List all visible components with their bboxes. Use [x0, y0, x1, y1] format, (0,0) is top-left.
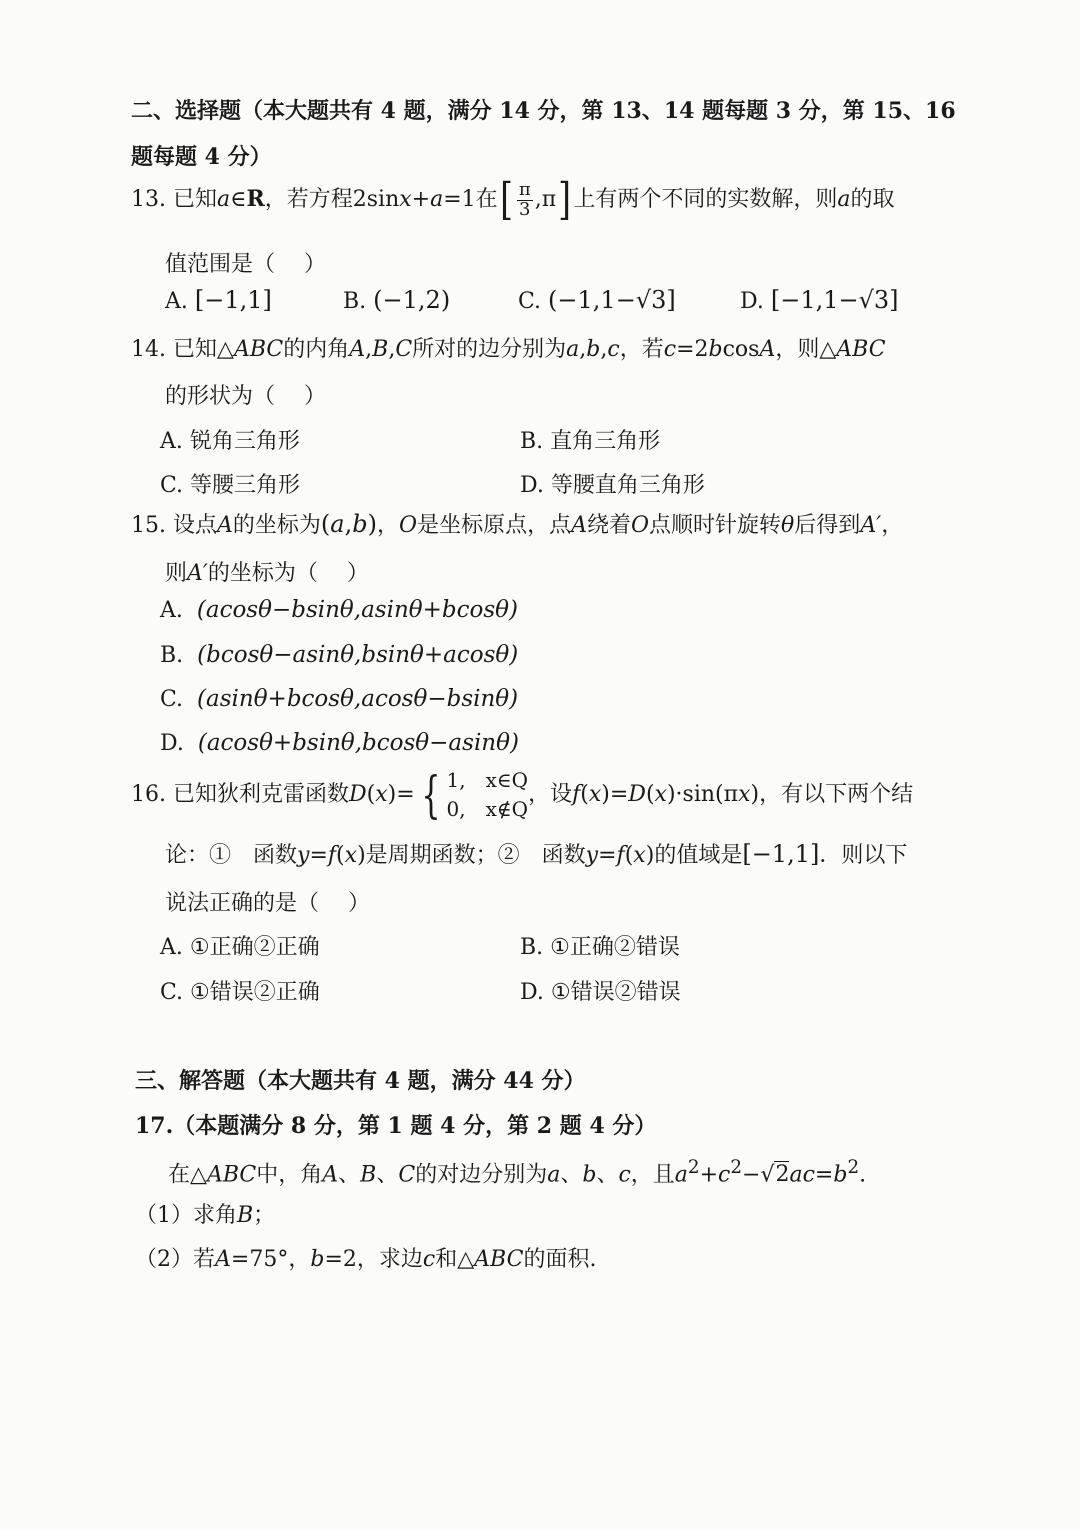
q14-option-a[interactable]: A. 锐角三角形	[160, 429, 300, 454]
q15-option-a[interactable]: A. (acosθ−bsinθ,asinθ+bcosθ)	[160, 597, 518, 623]
q16-number: 16.	[131, 782, 166, 807]
q14-option-c[interactable]: C. 等腰三角形	[160, 473, 301, 498]
q13-option-a[interactable]: A. [−1,1]	[165, 286, 272, 314]
q15-number: 15.	[131, 513, 166, 538]
q16-option-d[interactable]: D. ①错误②错误	[520, 980, 681, 1005]
q13-option-b[interactable]: B. (−1,2)	[343, 286, 451, 314]
q13-stem-continued: 值范围是（ ）	[165, 252, 326, 277]
q16-option-b[interactable]: B. ①正确②错误	[520, 935, 680, 960]
q16-option-a[interactable]: A. ①正确②正确	[160, 935, 320, 960]
dirichlet-cases: { 1, x∈Q 0, x∉Q	[421, 766, 529, 824]
q16-stem-continued: 说法正确的是（ ）	[165, 891, 370, 916]
q13-option-c[interactable]: C. (−1,1−√3]	[518, 286, 676, 314]
q14-stem-continued: 的形状为（ ）	[165, 384, 326, 409]
q14-option-b[interactable]: B. 直角三角形	[520, 429, 661, 454]
q17-stem: 在△ABC中，角A、B、C的对边分别为a、b、c，且$a^2+c^2-√2ac=b^2$.	[168, 1157, 867, 1188]
pi-over-3-fraction: $\frac{\pi}{3}$	[518, 178, 531, 220]
section2-title-line1: 二、选择题（本大题共有 4 题，满分 14 分，第 13、14 题每题 3 分，第 15、16	[131, 98, 956, 124]
q13-number: 13.	[131, 187, 166, 212]
q16-conclusions: 论：① 函数y=f(x)是周期函数；② 函数y=f(x)的值域是[−1,1]．则以下	[165, 840, 908, 868]
q13-stem: 13. 已知a∈R，若方程2sinx+a=1在[ $\frac{\pi}{3}$ ,π]上有两个不同的实数解，则a的取	[131, 174, 895, 225]
q17-part2: （2）若A=75°，b=2，求边c和△ABC的面积.	[135, 1247, 597, 1272]
q16-option-c[interactable]: C. ①错误②正确	[160, 980, 320, 1005]
q14-stem: 14. 已知△ABC的内角A,B,C所对的边分别为a,b,c，若c=2bcosA，则△ABC	[131, 337, 886, 362]
q17-heading: 17.（本题满分 8 分，第 1 题 4 分，第 2 题 4 分）	[135, 1113, 657, 1139]
q17-part1: （1）求角B；	[135, 1203, 276, 1228]
q16-stem: 16. 已知狄利克雷函数D(x)= { 1, x∈Q 0, x∉Q ，设f(x)=D(x)·sin(πx)，有以下两个结	[131, 766, 914, 824]
q14-number: 14.	[131, 337, 166, 362]
section3-title: 三、解答题（本大题共有 4 题，满分 44 分）	[135, 1068, 586, 1094]
section2-title-line2: 题每题 4 分）	[131, 144, 272, 170]
q15-stem: 15. 设点A的坐标为(a,b)，O是坐标原点，点A绕着O点顺时针旋转θ后得到A′，	[131, 510, 904, 538]
q15-option-b[interactable]: B. (bcosθ−asinθ,bsinθ+acosθ)	[160, 642, 519, 668]
q13-option-d[interactable]: D. [−1,1−√3]	[740, 286, 899, 314]
q14-option-d[interactable]: D. 等腰直角三角形	[520, 473, 705, 498]
q15-stem-continued: 则A′的坐标为（ ）	[165, 561, 369, 586]
q15-option-d[interactable]: D. (acosθ+bsinθ,bcosθ−asinθ)	[160, 730, 519, 756]
q15-option-c[interactable]: C. (asinθ+bcosθ,acosθ−bsinθ)	[160, 686, 519, 712]
